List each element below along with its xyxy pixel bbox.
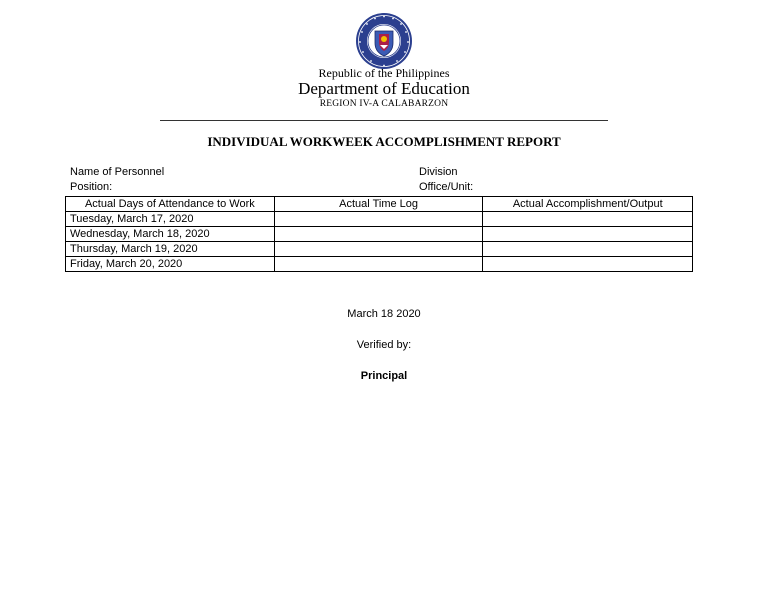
- table-row: [66, 227, 693, 242]
- deped-seal-logo: [355, 12, 413, 70]
- attendance-day-cell: Thursday, March 19, 2020: [66, 242, 275, 257]
- time-log-cell: [274, 227, 483, 242]
- header-divider: [160, 120, 608, 121]
- principal-label: Principal: [360, 370, 408, 382]
- time-log-cell: [274, 212, 483, 227]
- table-row: [66, 242, 693, 257]
- table-row: [66, 212, 693, 227]
- time-log-cell: [274, 242, 483, 257]
- name-of-personnel-label: Name of Personnel: [70, 166, 165, 178]
- region-text: REGION IV-A CALABARZON: [319, 99, 449, 109]
- column-header-accomplishment: Actual Accomplishment/Output: [483, 197, 693, 212]
- department-title: Department of Education: [298, 79, 470, 98]
- time-log-cell: [274, 257, 483, 272]
- verified-by-label: Verified by:: [356, 339, 412, 351]
- accomplishment-cell: [483, 242, 693, 257]
- accomplishment-cell: [483, 227, 693, 242]
- attendance-day-cell: Friday, March 20, 2020: [66, 257, 275, 272]
- table-header-row: [66, 197, 693, 212]
- division-label: Division: [419, 166, 458, 178]
- office-unit-label: Office/Unit:: [419, 181, 474, 193]
- table-row: [66, 257, 693, 272]
- column-header-attendance: Actual Days of Attendance to Work: [66, 197, 275, 212]
- attendance-day-cell: Wednesday, March 18, 2020: [66, 227, 275, 242]
- report-title: INDIVIDUAL WORKWEEK ACCOMPLISHMENT REPORT: [207, 134, 561, 149]
- accomplishment-cell: [483, 212, 693, 227]
- accomplishment-cell: [483, 257, 693, 272]
- column-header-time-log: Actual Time Log: [274, 197, 483, 212]
- attendance-day-cell: Tuesday, March 17, 2020: [66, 212, 275, 227]
- position-label: Position:: [70, 181, 113, 193]
- republic-text: Republic of the Philippines: [318, 66, 450, 80]
- report-date: March 18 2020: [347, 308, 421, 320]
- attendance-table: [65, 196, 693, 272]
